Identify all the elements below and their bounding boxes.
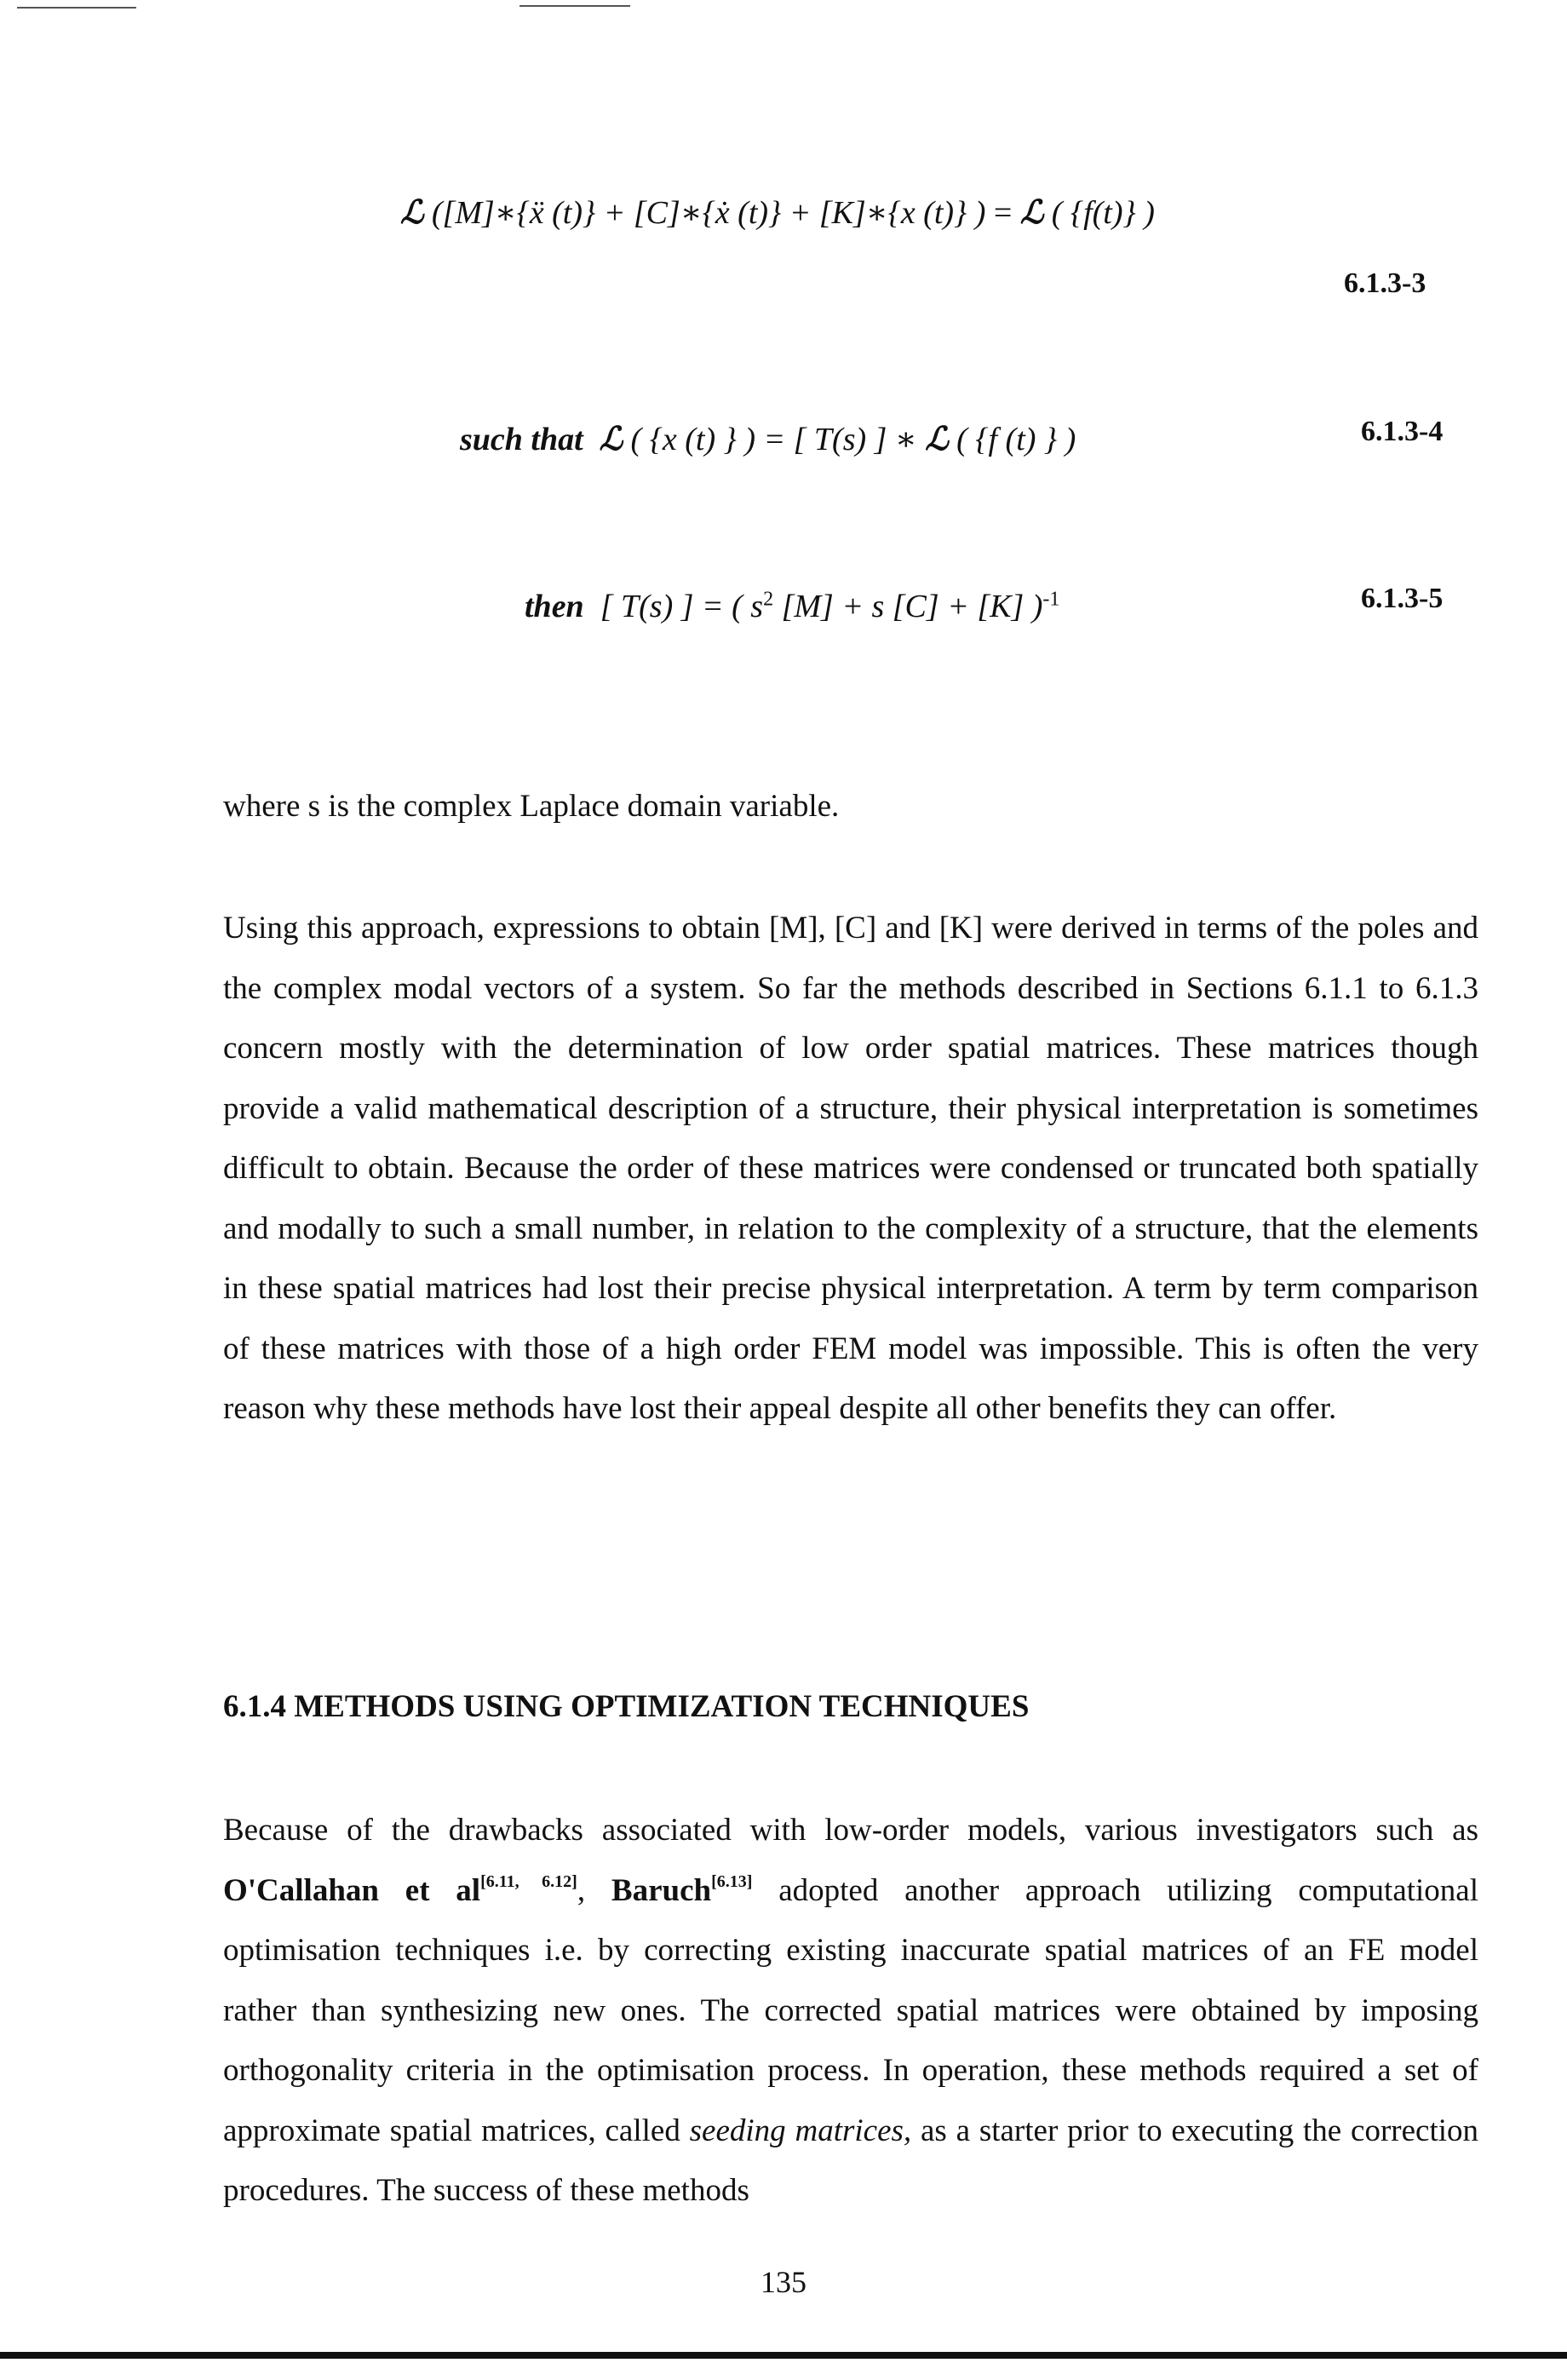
laplace-symbol: ℒ <box>599 419 623 457</box>
equation-rhs: ( {f (t) } ) <box>956 422 1076 457</box>
equation-number: 6.1.3-4 <box>1361 416 1444 447</box>
separator: , <box>577 1872 611 1908</box>
paragraph <box>223 1801 1478 2222</box>
equation-body: [ T(s) ] = ( s <box>600 589 764 624</box>
equation-6-1-3-3 <box>400 193 1155 232</box>
equation-lhs: ( {x (t) } ) = [ T(s) ] ∗ <box>630 422 917 457</box>
author-name: Baruch <box>611 1872 712 1908</box>
paragraph-text: as a starter prior to executing the correction procedures. The success of these methods <box>223 2113 1478 2208</box>
paragraph: where s is the complex Laplace domain variable. <box>223 789 840 824</box>
equation-6-1-3-5 <box>525 588 1059 625</box>
paragraph-text: adopted another approach utilizing computational optimisation techniques i.e. by correcting existing inaccurate spatial matrices of an FE model rather than synthesizing new ones. The corrected spatial matrices were obtained by imposing orthogonality criteria in the optimisation process. In operation, these methods required a set of approximate spatial matrices, called <box>223 1872 1479 2148</box>
citation: [6.13] <box>711 1871 753 1891</box>
superscript: 2 <box>763 588 774 611</box>
equation-lhs: ([M]∗{ẍ (t)} + [C]∗{ẋ (t)} + [K]∗{x (t)} ) <box>431 195 986 231</box>
page-number: 135 <box>761 2265 806 2299</box>
section-heading: 6.1.4 METHODS USING OPTIMIZATION TECHNIQUES <box>223 1689 1030 1724</box>
citation: [6.11, 6.12] <box>480 1871 577 1891</box>
equation-number: 6.1.3-3 <box>1344 267 1426 299</box>
laplace-symbol: ℒ <box>400 193 424 231</box>
equation-lead: such that <box>460 422 583 457</box>
paragraph-text: Because of the drawbacks associated with low-order models, various investigators such as <box>223 1813 1478 1848</box>
equation-lead: then <box>525 589 584 624</box>
equation-equals: = <box>993 195 1013 231</box>
paragraph: Using this approach, expressions to obtain [M], [C] and [K] were derived in terms of the poles and the complex modal vectors of a system. So far the methods described in Sections 6.1.1 to 6.1.3 concern mostly with the determination of low order spatial matrices. These matrices though provide a valid mathematical description of a structure, their physical interpretation is sometimes difficult to obtain. Because the order of these matrices were condensed or truncated both spatially and modally to such a small number, in relation to the complexity of a structure, that the elements in these spatial matrices had lost their precise physical interpretation. A term by term comparison of these matrices with those of a high order FEM model was impossible. This is often the very reason why these methods have lost their appeal despite all other benefits they can offer. <box>223 911 1478 1426</box>
equation-body: [M] + s [C] + [K] ) <box>773 589 1043 624</box>
equation-number: 6.1.3-5 <box>1361 583 1444 614</box>
equation-rhs: ( {f(t)} ) <box>1051 195 1155 231</box>
scan-speck <box>519 5 630 7</box>
laplace-symbol: ℒ <box>925 419 949 457</box>
bottom-rule <box>0 2352 1567 2359</box>
laplace-symbol: ℒ <box>1019 193 1044 231</box>
equation-6-1-3-4 <box>460 419 1076 458</box>
superscript: -1 <box>1042 588 1060 611</box>
emphasis-term: seeding matrices, <box>689 2113 912 2148</box>
scan-speck <box>17 7 136 9</box>
author-name: O'Callahan et al <box>223 1872 481 1908</box>
